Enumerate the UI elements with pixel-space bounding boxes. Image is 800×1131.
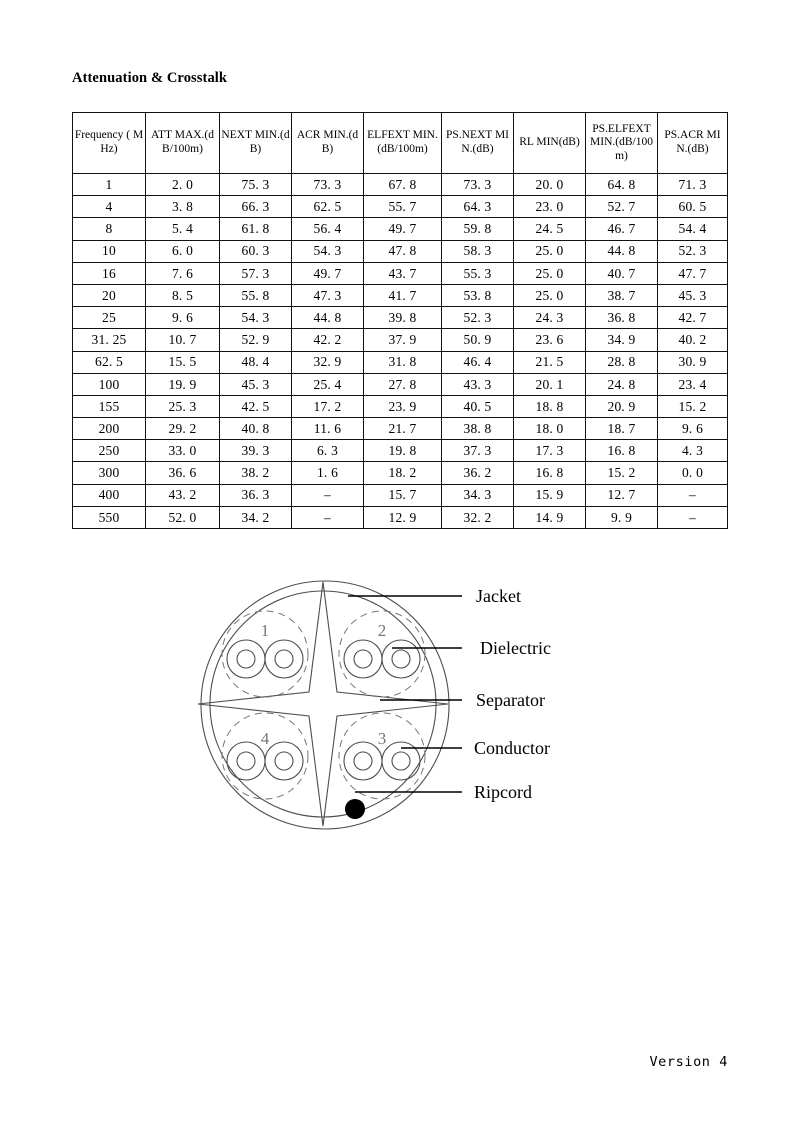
cell-frequency: 1 (73, 174, 146, 196)
column-header-rl: RL MIN(dB) (514, 113, 586, 174)
cell-value: 15. 7 (364, 484, 442, 506)
cell-value: 18. 0 (514, 418, 586, 440)
cell-frequency: 10 (73, 240, 146, 262)
cell-value: 40. 5 (442, 395, 514, 417)
cell-value: – (292, 484, 364, 506)
cell-value: 2. 0 (146, 174, 220, 196)
cell-value: 52. 3 (658, 240, 728, 262)
cell-value: 52. 7 (586, 196, 658, 218)
cell-value: 47. 7 (658, 262, 728, 284)
cell-value: 44. 8 (292, 307, 364, 329)
cell-value: 38. 2 (220, 462, 292, 484)
cell-value: 6. 3 (292, 440, 364, 462)
table-row (73, 284, 728, 306)
cell-value: 38. 7 (586, 284, 658, 306)
table-row (73, 440, 728, 462)
table-row (73, 240, 728, 262)
cell-value: 48. 4 (220, 351, 292, 373)
cell-value: 24. 8 (586, 373, 658, 395)
cell-value: 62. 5 (292, 196, 364, 218)
cell-frequency: 16 (73, 262, 146, 284)
cell-value: 9. 9 (586, 506, 658, 528)
cell-value: 18. 2 (364, 462, 442, 484)
cell-value: 31. 8 (364, 351, 442, 373)
cell-frequency: 20 (73, 284, 146, 306)
cell-value: 23. 6 (514, 329, 586, 351)
cell-value: 34. 2 (220, 506, 292, 528)
cell-value: 18. 8 (514, 395, 586, 417)
pair-number-4: 4 (260, 729, 270, 748)
cell-value: 52. 3 (442, 307, 514, 329)
cell-value: 25. 0 (514, 262, 586, 284)
cell-value: 58. 3 (442, 240, 514, 262)
cell-value: 20. 0 (514, 174, 586, 196)
cell-value: 55. 3 (442, 262, 514, 284)
cell-value: 45. 3 (658, 284, 728, 306)
cell-value: 49. 7 (292, 262, 364, 284)
jacket-inner-circle (210, 591, 436, 817)
cell-value: 73. 3 (442, 174, 514, 196)
table-row (73, 462, 728, 484)
table-row (73, 506, 728, 528)
cell-value: 37. 3 (442, 440, 514, 462)
cell-value: 44. 8 (586, 240, 658, 262)
cell-value: 37. 9 (364, 329, 442, 351)
column-header-next: NEXT MIN.(dB) (220, 113, 292, 174)
table-row (73, 307, 728, 329)
cell-value: 25. 0 (514, 240, 586, 262)
cell-value: 28. 8 (586, 351, 658, 373)
cell-value: 41. 7 (364, 284, 442, 306)
cell-value: 15. 5 (146, 351, 220, 373)
cell-frequency: 31. 25 (73, 329, 146, 351)
cell-frequency: 550 (73, 506, 146, 528)
cell-value: 25. 3 (146, 395, 220, 417)
cell-value: 7. 6 (146, 262, 220, 284)
cell-value: 33. 0 (146, 440, 220, 462)
cell-value: 23. 9 (364, 395, 442, 417)
cell-frequency: 400 (73, 484, 146, 506)
cell-value: 73. 3 (292, 174, 364, 196)
cell-value: 39. 8 (364, 307, 442, 329)
cell-value: 42. 7 (658, 307, 728, 329)
cell-frequency: 155 (73, 395, 146, 417)
cell-value: 53. 8 (442, 284, 514, 306)
table-row (73, 418, 728, 440)
label-jacket: Jacket (476, 586, 521, 606)
attenuation-crosstalk-table (72, 112, 728, 529)
cell-value: – (658, 484, 728, 506)
cell-value: 16. 8 (514, 462, 586, 484)
cell-value: 54. 3 (220, 307, 292, 329)
cell-value: 21. 7 (364, 418, 442, 440)
cable-cross-section-diagram (180, 560, 780, 850)
cell-value: 17. 2 (292, 395, 364, 417)
cell-value: 66. 3 (220, 196, 292, 218)
cell-value: 57. 3 (220, 262, 292, 284)
cell-value: 45. 3 (220, 373, 292, 395)
ripcord-dot (345, 799, 365, 819)
label-separator: Separator (476, 690, 545, 710)
cell-value: 24. 3 (514, 307, 586, 329)
column-header-ps-acr: PS.ACR MIN.(dB) (658, 113, 728, 174)
table-row (73, 262, 728, 284)
cell-value: 38. 8 (442, 418, 514, 440)
cell-value: 71. 3 (658, 174, 728, 196)
cell-value: 50. 9 (442, 329, 514, 351)
attenuation-crosstalk-table-wrapper (72, 112, 727, 529)
column-header-ps-next: PS.NEXT MIN.(dB) (442, 113, 514, 174)
cell-value: 29. 2 (146, 418, 220, 440)
table-row (73, 196, 728, 218)
cell-frequency: 200 (73, 418, 146, 440)
cell-value: 42. 2 (292, 329, 364, 351)
cell-value: 64. 8 (586, 174, 658, 196)
label-ripcord: Ripcord (474, 782, 532, 802)
cell-value: 24. 5 (514, 218, 586, 240)
pair-number-2: 2 (377, 621, 387, 640)
cell-value: 75. 3 (220, 174, 292, 196)
cell-value: 25. 4 (292, 373, 364, 395)
cell-frequency: 62. 5 (73, 351, 146, 373)
column-header-frequency: Frequency ( MHz) (73, 113, 146, 174)
wire-pair-3 (339, 713, 425, 799)
cell-value: 15. 2 (658, 395, 728, 417)
wire-pair-4 (222, 713, 308, 799)
cell-value: 40. 2 (658, 329, 728, 351)
cell-value: 23. 4 (658, 373, 728, 395)
cell-value: 6. 0 (146, 240, 220, 262)
cell-value: – (292, 506, 364, 528)
cell-value: 20. 1 (514, 373, 586, 395)
cell-value: 36. 3 (220, 484, 292, 506)
cell-value: 3. 8 (146, 196, 220, 218)
cell-frequency: 100 (73, 373, 146, 395)
cell-frequency: 4 (73, 196, 146, 218)
cell-value: 55. 7 (364, 196, 442, 218)
cell-value: 20. 9 (586, 395, 658, 417)
cell-value: 52. 9 (220, 329, 292, 351)
cell-value: 47. 8 (364, 240, 442, 262)
cell-value: 32. 2 (442, 506, 514, 528)
cell-value: 40. 7 (586, 262, 658, 284)
cell-value: 34. 9 (586, 329, 658, 351)
table-row (73, 174, 728, 196)
pair-number-3: 3 (377, 729, 387, 748)
cell-value: 17. 3 (514, 440, 586, 462)
cell-value: 23. 0 (514, 196, 586, 218)
cell-value: 46. 4 (442, 351, 514, 373)
cell-value: 15. 2 (586, 462, 658, 484)
cell-value: 12. 9 (364, 506, 442, 528)
cell-value: 64. 3 (442, 196, 514, 218)
cell-value: 8. 5 (146, 284, 220, 306)
cell-value: – (658, 506, 728, 528)
cell-value: 39. 3 (220, 440, 292, 462)
cell-value: 46. 7 (586, 218, 658, 240)
table-row (73, 484, 728, 506)
cell-value: 43. 2 (146, 484, 220, 506)
label-dielectric: Dielectric (480, 638, 551, 658)
cell-value: 0. 0 (658, 462, 728, 484)
table-row (73, 395, 728, 417)
cell-value: 21. 5 (514, 351, 586, 373)
cell-value: 16. 8 (586, 440, 658, 462)
cell-value: 43. 7 (364, 262, 442, 284)
cell-frequency: 300 (73, 462, 146, 484)
cell-frequency: 8 (73, 218, 146, 240)
cell-value: 52. 0 (146, 506, 220, 528)
cell-value: 43. 3 (442, 373, 514, 395)
table-header-row (73, 113, 728, 174)
cell-value: 19. 8 (364, 440, 442, 462)
cell-value: 30. 9 (658, 351, 728, 373)
cell-value: 61. 8 (220, 218, 292, 240)
section-title: Attenuation & Crosstalk (72, 70, 228, 86)
cell-value: 14. 9 (514, 506, 586, 528)
cell-frequency: 250 (73, 440, 146, 462)
cell-value: 25. 0 (514, 284, 586, 306)
cell-value: 55. 8 (220, 284, 292, 306)
cell-value: 54. 4 (658, 218, 728, 240)
cell-value: 1. 6 (292, 462, 364, 484)
pair-number-1: 1 (260, 621, 270, 640)
cell-value: 18. 7 (586, 418, 658, 440)
label-conductor: Conductor (474, 738, 550, 758)
cell-value: 34. 3 (442, 484, 514, 506)
cell-value: 36. 8 (586, 307, 658, 329)
column-header-att: ATT MAX.(dB/100m) (146, 113, 220, 174)
cell-value: 9. 6 (658, 418, 728, 440)
cell-value: 5. 4 (146, 218, 220, 240)
table-row (73, 373, 728, 395)
cell-value: 11. 6 (292, 418, 364, 440)
cell-value: 59. 8 (442, 218, 514, 240)
cell-value: 42. 5 (220, 395, 292, 417)
cell-value: 4. 3 (658, 440, 728, 462)
cell-value: 15. 9 (514, 484, 586, 506)
table-row (73, 329, 728, 351)
cell-value: 10. 7 (146, 329, 220, 351)
table-row (73, 351, 728, 373)
cell-value: 47. 3 (292, 284, 364, 306)
cell-value: 27. 8 (364, 373, 442, 395)
cell-value: 9. 6 (146, 307, 220, 329)
cell-frequency: 25 (73, 307, 146, 329)
version-footer: Version 4 (649, 1054, 728, 1070)
column-header-acr: ACR MIN.(dB) (292, 113, 364, 174)
cell-value: 19. 9 (146, 373, 220, 395)
table-row (73, 218, 728, 240)
cell-value: 36. 6 (146, 462, 220, 484)
cell-value: 60. 3 (220, 240, 292, 262)
table-body (73, 174, 728, 529)
cell-value: 60. 5 (658, 196, 728, 218)
cell-value: 32. 9 (292, 351, 364, 373)
cell-value: 12. 7 (586, 484, 658, 506)
column-header-elfext: ELFEXT MIN.(dB/100m) (364, 113, 442, 174)
cell-value: 36. 2 (442, 462, 514, 484)
column-header-ps-elfext: PS.ELFEXT MIN.(dB/100m) (586, 113, 658, 174)
cell-value: 40. 8 (220, 418, 292, 440)
cell-value: 54. 3 (292, 240, 364, 262)
cell-value: 67. 8 (364, 174, 442, 196)
cell-value: 49. 7 (364, 218, 442, 240)
cell-value: 56. 4 (292, 218, 364, 240)
